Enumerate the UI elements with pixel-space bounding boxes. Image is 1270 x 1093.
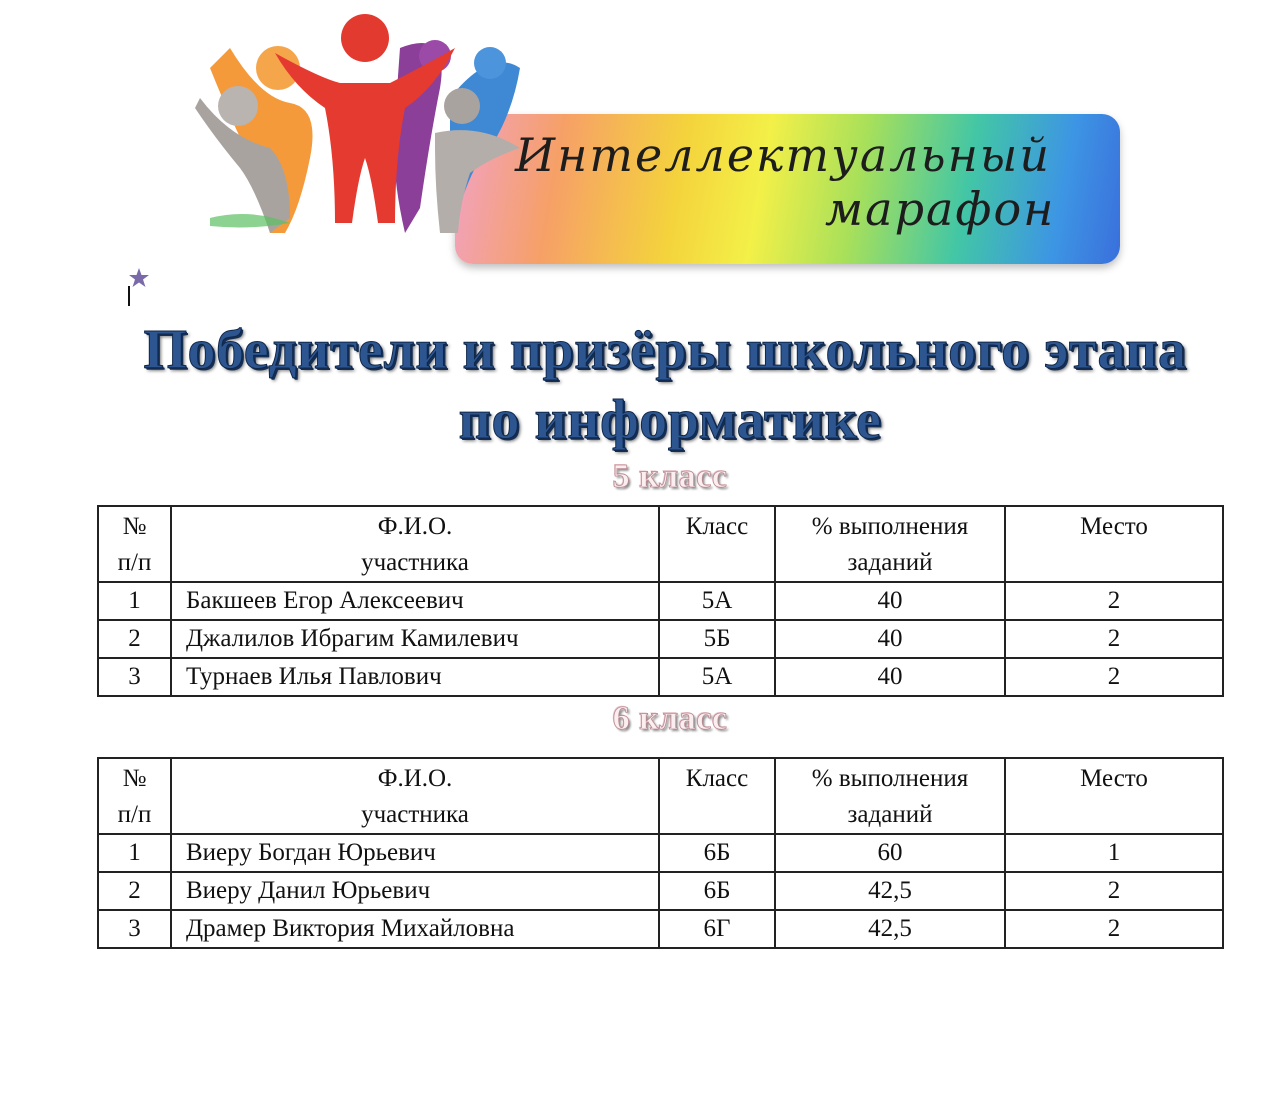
cell-place: 2 <box>1005 620 1223 658</box>
table-row <box>98 658 1223 696</box>
cell-place: 2 <box>1005 582 1223 620</box>
header-number-line-1: № <box>122 765 147 792</box>
cell-place: 2 <box>1005 910 1223 948</box>
cell-percent: 42,5 <box>775 872 1005 910</box>
header-number-line-2: п/п <box>117 801 152 828</box>
header-number-line-2: п/п <box>117 549 152 576</box>
cell-name: Драмер Виктория Михайловна <box>171 910 659 948</box>
grade-6-heading: 6 класс <box>612 700 728 737</box>
cell-place: 2 <box>1005 658 1223 696</box>
cell-number: 1 <box>98 834 171 872</box>
header-name <box>171 506 659 582</box>
cell-number: 3 <box>98 658 171 696</box>
cell-name: Виеру Богдан Юрьевич <box>171 834 659 872</box>
header-class <box>659 506 775 582</box>
page-title-line-1: Победители и призёры школьного этапа <box>143 319 1187 381</box>
header-percent-line-2: заданий <box>847 549 933 576</box>
table-row <box>98 620 1223 658</box>
header-percent-line-1: % выполнения <box>811 765 969 792</box>
cell-class: 6Б <box>659 872 775 910</box>
header-place <box>1005 758 1223 834</box>
header-percent-line-2: заданий <box>847 801 933 828</box>
results-table-grade-6 <box>97 757 1224 949</box>
people-figures-icon <box>190 8 550 248</box>
results-table-grade-5 <box>97 505 1224 697</box>
intellectual-marathon-logo <box>190 8 1130 308</box>
cell-name: Бакшеев Егор Алексеевич <box>171 582 659 620</box>
header-place <box>1005 506 1223 582</box>
header-class-label: Класс <box>685 513 749 540</box>
table-row <box>98 872 1223 910</box>
cell-class: 5Б <box>659 620 775 658</box>
table-row <box>98 910 1223 948</box>
table-row <box>98 582 1223 620</box>
cell-number: 2 <box>98 620 171 658</box>
cell-place: 1 <box>1005 834 1223 872</box>
header-name-line-2: участника <box>361 549 469 576</box>
cell-number: 3 <box>98 910 171 948</box>
table-header-row <box>98 758 1223 834</box>
cell-percent: 42,5 <box>775 910 1005 948</box>
cell-name: Джалилов Ибрагим Камилевич <box>171 620 659 658</box>
header-percent <box>775 758 1005 834</box>
header-percent-line-1: % выполнения <box>811 513 969 540</box>
cell-percent: 40 <box>775 620 1005 658</box>
header-name <box>171 758 659 834</box>
table-header-row <box>98 506 1223 582</box>
cell-name: Виеру Данил Юрьевич <box>171 872 659 910</box>
logo-rainbow-banner <box>455 114 1120 264</box>
cell-place: 2 <box>1005 872 1223 910</box>
header-number <box>98 506 171 582</box>
header-place-label: Место <box>1080 765 1148 792</box>
cell-number: 1 <box>98 582 171 620</box>
cell-class: 5А <box>659 582 775 620</box>
cell-name: Турнаев Илья Павлович <box>171 658 659 696</box>
cell-number: 2 <box>98 872 171 910</box>
logo-text-line-2: марафон <box>825 182 1056 236</box>
cell-percent: 40 <box>775 582 1005 620</box>
page-title-line-2: по информатике <box>458 389 882 451</box>
cell-class: 6Б <box>659 834 775 872</box>
cell-percent: 60 <box>775 834 1005 872</box>
cell-percent: 40 <box>775 658 1005 696</box>
grade-5-heading: 5 класс <box>612 458 728 495</box>
header-number <box>98 758 171 834</box>
header-percent <box>775 506 1005 582</box>
header-name-line-2: участника <box>361 801 469 828</box>
header-number-line-1: № <box>122 513 147 540</box>
header-name-line-1: Ф.И.О. <box>377 765 453 792</box>
text-cursor <box>128 286 130 306</box>
header-place-label: Место <box>1080 513 1148 540</box>
logo-text-line-1: Интеллектуальный <box>515 128 1051 182</box>
table-row <box>98 834 1223 872</box>
header-class <box>659 758 775 834</box>
header-name-line-1: Ф.И.О. <box>377 513 453 540</box>
cell-class: 5А <box>659 658 775 696</box>
header-class-label: Класс <box>685 765 749 792</box>
cell-class: 6Г <box>659 910 775 948</box>
star-icon <box>128 268 150 288</box>
